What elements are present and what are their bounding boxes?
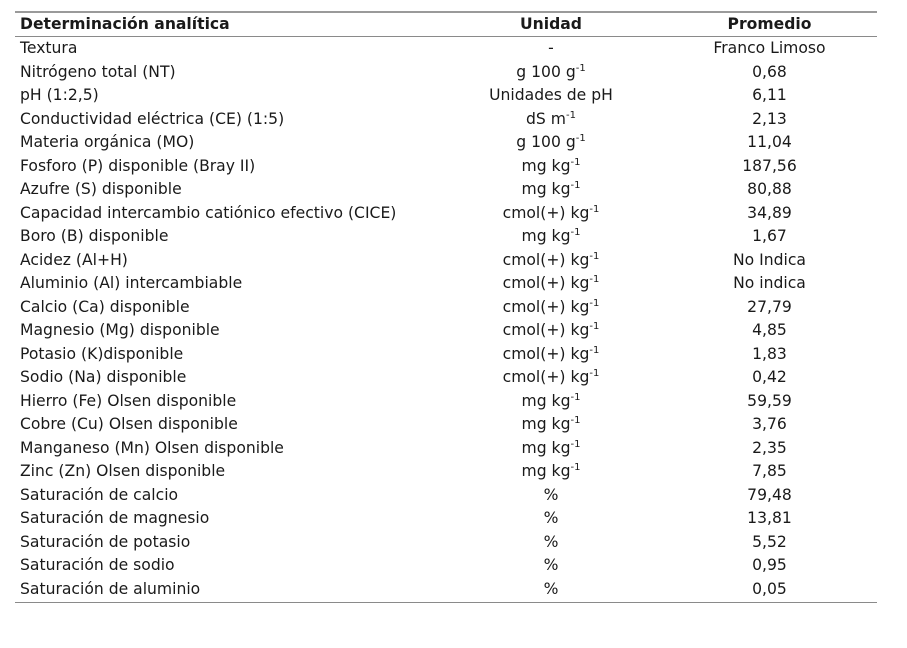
determination-cell: Acidez (Al+H) (20, 250, 128, 269)
table-row (15, 155, 877, 179)
table-body (15, 37, 877, 603)
unit-exponent: -1 (570, 227, 581, 238)
table-row (15, 84, 877, 108)
unit-text: cmol(+) kg (502, 250, 590, 269)
unit-cell (440, 178, 662, 202)
unit-exponent: -1 (589, 368, 600, 379)
table-row (15, 390, 877, 414)
determination-cell: Conductividad eléctrica (CE) (1:5) (20, 109, 285, 128)
unit-cell (440, 554, 662, 578)
unit-text: cmol(+) kg (502, 321, 590, 339)
unit-text: - (548, 39, 554, 57)
unit-exponent: -1 (570, 438, 581, 450)
unit-exponent: -1 (575, 133, 586, 144)
unit-cell (440, 366, 662, 390)
determination-cell: Boro (B) disponible (20, 227, 169, 245)
determination-cell: pH (1:2,5) (20, 86, 99, 104)
average-cell: 0,05 (752, 579, 787, 598)
average-cell: 13,81 (747, 509, 792, 527)
unit-exponent: -1 (589, 203, 600, 215)
average-cell: 59,59 (747, 391, 792, 410)
unit-exponent: -1 (570, 180, 581, 191)
unit-cell (440, 202, 662, 226)
header-determination: Determinación analítica (20, 15, 230, 33)
determination-cell: Capacidad intercambio catiónico efectivo (CICE) (20, 203, 397, 222)
unit-text: % (543, 485, 559, 504)
table-row (15, 319, 877, 343)
average-cell: 2,13 (752, 109, 787, 128)
unit-exponent: -1 (589, 344, 600, 356)
unit-cell (440, 155, 662, 179)
table-row (15, 108, 877, 132)
average-cell: Franco Limoso (713, 39, 826, 57)
table-row (15, 225, 877, 249)
table-row (15, 366, 877, 390)
unit-text: mg kg (521, 156, 571, 175)
table-row (15, 437, 877, 461)
unit-text: cmol(+) kg (502, 203, 590, 222)
average-cell: 1,83 (752, 344, 787, 363)
determination-cell: Materia orgánica (MO) (20, 133, 195, 151)
unit-exponent: -1 (589, 321, 600, 332)
table-row (15, 296, 877, 320)
average-cell: 34,89 (747, 203, 792, 222)
average-cell: No indica (733, 274, 806, 292)
unit-exponent: -1 (565, 109, 576, 121)
determination-cell: Saturación de sodio (20, 556, 175, 574)
determination-cell: Saturación de magnesio (20, 509, 210, 527)
unit-exponent: -1 (570, 462, 581, 473)
unit-cell (440, 131, 662, 155)
table-row (15, 178, 877, 202)
determination-cell: Magnesio (Mg) disponible (20, 321, 220, 339)
unit-text: % (543, 509, 559, 527)
unit-text: mg kg (521, 415, 571, 433)
determination-cell: Saturación de aluminio (20, 579, 201, 598)
unit-exponent: -1 (570, 415, 581, 426)
determination-cell: Sodio (Na) disponible (20, 368, 187, 386)
unit-cell (440, 319, 662, 343)
table-row (15, 578, 877, 603)
table-row (15, 249, 877, 273)
average-cell: 2,35 (752, 438, 787, 457)
average-cell: 1,67 (752, 227, 787, 245)
average-cell: 6,11 (752, 86, 787, 104)
unit-cell (440, 343, 662, 367)
table-row (15, 484, 877, 508)
unit-cell (440, 37, 662, 61)
unit-text: cmol(+) kg (502, 274, 590, 292)
determination-cell: Saturación de potasio (20, 532, 191, 551)
unit-text: % (543, 532, 559, 551)
average-cell: 4,85 (752, 321, 787, 339)
determination-cell: Fosforo (P) disponible (Bray II) (20, 156, 256, 175)
unit-cell (440, 578, 662, 603)
table-row (15, 131, 877, 155)
unit-text: mg kg (521, 391, 571, 410)
table-row (15, 61, 877, 85)
table-row (15, 507, 877, 531)
unit-cell (440, 460, 662, 484)
unit-cell (440, 507, 662, 531)
average-cell: 79,48 (747, 485, 792, 504)
determination-cell: Aluminio (Al) intercambiable (20, 274, 243, 292)
determination-cell: Azufre (S) disponible (20, 180, 182, 198)
table-row (15, 37, 877, 61)
average-cell: No Indica (732, 250, 806, 269)
unit-text: g 100 g (516, 62, 576, 81)
average-cell: 5,52 (752, 532, 787, 551)
unit-text: cmol(+) kg (502, 297, 590, 316)
unit-exponent: -1 (589, 297, 600, 309)
unit-text: mg kg (521, 438, 571, 457)
unit-cell (440, 484, 662, 508)
unit-cell (440, 437, 662, 461)
average-cell: 0,42 (752, 368, 787, 386)
table-row (15, 272, 877, 296)
table-row (15, 343, 877, 367)
header-unit: Unidad (520, 15, 582, 33)
table-row (15, 413, 877, 437)
unit-cell (440, 84, 662, 108)
unit-cell (440, 225, 662, 249)
table-row (15, 531, 877, 555)
table-header-row (15, 12, 877, 37)
unit-cell (440, 272, 662, 296)
determination-cell: Zinc (Zn) Olsen disponible (20, 462, 226, 480)
determination-cell: Calcio (Ca) disponible (20, 297, 190, 316)
table-row (15, 460, 877, 484)
unit-cell (440, 249, 662, 273)
unit-cell (440, 61, 662, 85)
determination-cell: Potasio (K)disponible (20, 344, 184, 363)
determination-cell: Cobre (Cu) Olsen disponible (20, 415, 238, 433)
unit-cell (440, 531, 662, 555)
average-cell: 80,88 (747, 180, 792, 198)
unit-text: Unidades de pH (489, 86, 613, 104)
unit-text: mg kg (521, 462, 571, 480)
table-row (15, 202, 877, 226)
average-cell: 0,95 (752, 556, 787, 574)
unit-text: cmol(+) kg (502, 344, 590, 363)
unit-text: dS m (526, 109, 566, 128)
header-average: Promedio (727, 15, 812, 33)
determination-cell: Nitrógeno total (NT) (20, 62, 176, 81)
soil-analysis-table (15, 11, 877, 603)
average-cell: 7,85 (752, 462, 787, 480)
unit-exponent: -1 (589, 274, 600, 285)
average-cell: 187,56 (742, 156, 797, 175)
unit-exponent: -1 (589, 250, 600, 262)
average-cell: 3,76 (752, 415, 787, 433)
unit-text: % (543, 579, 559, 598)
unit-text: cmol(+) kg (502, 368, 590, 386)
determination-cell: Hierro (Fe) Olsen disponible (20, 391, 237, 410)
average-cell: 27,79 (747, 297, 792, 316)
unit-cell (440, 108, 662, 132)
unit-text: g 100 g (516, 133, 576, 151)
unit-exponent: -1 (575, 62, 586, 74)
unit-exponent: -1 (570, 391, 581, 403)
determination-cell: Saturación de calcio (20, 485, 179, 504)
unit-cell (440, 413, 662, 437)
average-cell: 11,04 (747, 133, 792, 151)
determination-cell: Manganeso (Mn) Olsen disponible (20, 438, 284, 457)
unit-cell (440, 296, 662, 320)
determination-cell: Textura (20, 39, 78, 57)
unit-exponent: -1 (570, 156, 581, 168)
average-cell: 0,68 (752, 62, 787, 81)
unit-text: mg kg (521, 180, 571, 198)
unit-text: % (543, 556, 559, 574)
unit-text: mg kg (521, 227, 571, 245)
unit-cell (440, 390, 662, 414)
table-row (15, 554, 877, 578)
